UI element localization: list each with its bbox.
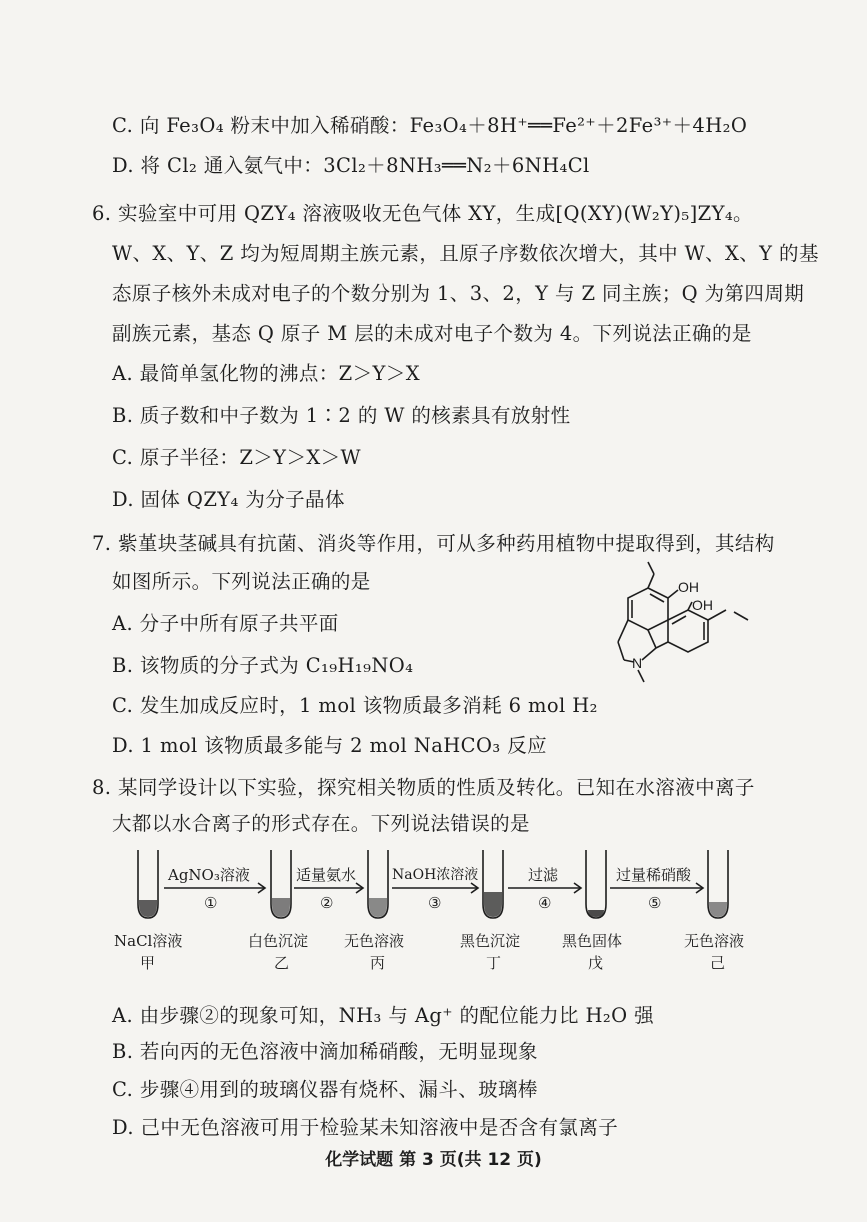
experiment-flow xyxy=(108,842,758,982)
step-2-number: ② xyxy=(320,894,334,912)
step-4-reagent: 过滤 xyxy=(528,866,559,884)
oh-label-2: OH xyxy=(692,597,713,613)
q6-option-a: A. 最简单氢化物的沸点：Z＞Y＞X xyxy=(112,362,420,385)
tube-ji-label: 己 xyxy=(710,954,726,972)
q5-option-d: D. 将 Cl₂ 通入氨气中：3Cl₂＋8NH₃══N₂＋6NH₄Cl xyxy=(112,154,590,177)
tube-yi-content: 白色沉淀 xyxy=(248,932,309,950)
q8-option-b: B. 若向丙的无色溶液中滴加稀硝酸，无明显现象 xyxy=(112,1040,538,1063)
step-3-reagent: NaOH浓溶液 xyxy=(392,867,479,883)
tube-wu-content: 黑色固体 xyxy=(562,932,623,950)
molecule-structure xyxy=(598,552,778,692)
oh-label-1: OH xyxy=(678,579,699,595)
q8-option-c: C. 步骤④用到的玻璃仪器有烧杯、漏斗、玻璃棒 xyxy=(112,1078,538,1101)
step-5-number: ⑤ xyxy=(648,894,662,912)
tube-bing-content: 无色溶液 xyxy=(344,932,405,950)
step-2-reagent: 适量氨水 xyxy=(296,866,357,884)
tube-ding-content: 黑色沉淀 xyxy=(460,932,521,950)
step-3-number: ③ xyxy=(428,894,442,912)
q7-stem-line-2: 如图所示。下列说法正确的是 xyxy=(112,570,371,593)
q7-option-b: B. 该物质的分子式为 C₁₉H₁₉NO₄ xyxy=(112,654,414,677)
tube-yi-label: 乙 xyxy=(274,954,290,972)
tube-jia-label: 甲 xyxy=(140,954,156,972)
tube-bing-label: 丙 xyxy=(370,954,386,972)
q6-stem-line-2: W、X、Y、Z 均为短周期主族元素，且原子序数依次增大，其中 W、X、Y 的基 xyxy=(112,242,819,265)
q7-option-a: A. 分子中所有原子共平面 xyxy=(112,612,339,635)
q6-stem-line-4: 副族元素，基态 Q 原子 M 层的未成对电子个数为 4。下列说法正确的是 xyxy=(112,322,752,345)
step-1-number: ① xyxy=(204,894,218,912)
tube-jia-content: NaCl溶液 xyxy=(114,932,183,950)
n-label: N xyxy=(632,655,643,671)
step-4-number: ④ xyxy=(538,894,552,912)
q7-option-d: D. 1 mol 该物质最多能与 2 mol NaHCO₃ 反应 xyxy=(112,734,547,757)
q6-stem-line-3: 态原子核外未成对电子的个数分别为 1、3、2，Y 与 Z 同主族；Q 为第四周期 xyxy=(112,282,805,305)
q6-option-c: C. 原子半径：Z＞Y＞X＞W xyxy=(112,446,361,469)
q6-option-b: B. 质子数和中子数为 1∶2 的 W 的核素具有放射性 xyxy=(112,404,571,427)
page-footer: 化学试题 第 3 页(共 12 页) xyxy=(325,1150,542,1170)
q6-stem-line-1: 6. 实验室中可用 QZY₄ 溶液吸收无色气体 XY，生成[Q(XY)(W₂Y)₅]ZY₄。 xyxy=(92,202,753,225)
q8-stem-line-1: 8. 某同学设计以下实验，探究相关物质的性质及转化。已知在水溶液中离子 xyxy=(92,776,755,799)
tube-ji-content: 无色溶液 xyxy=(684,932,745,950)
q6-option-d: D. 固体 QZY₄ 为分子晶体 xyxy=(112,488,345,511)
step-1-reagent: AgNO₃溶液 xyxy=(168,866,250,884)
tube-wu-label: 戊 xyxy=(588,954,604,972)
q8-stem-line-2: 大都以水合离子的形式存在。下列说法错误的是 xyxy=(112,812,530,835)
q7-stem-line-1: 7. 紫堇块茎碱具有抗菌、消炎等作用，可从多种药用植物中提取得到，其结构 xyxy=(92,532,775,555)
q8-option-a: A. 由步骤②的现象可知，NH₃ 与 Ag⁺ 的配位能力比 H₂O 强 xyxy=(112,1004,655,1027)
q7-option-c: C. 发生加成反应时，1 mol 该物质最多消耗 6 mol H₂ xyxy=(112,694,598,717)
q8-option-d: D. 己中无色溶液可用于检验某未知溶液中是否含有氯离子 xyxy=(112,1116,619,1139)
q5-option-c: C. 向 Fe₃O₄ 粉末中加入稀硝酸：Fe₃O₄＋8H⁺══Fe²⁺＋2Fe³⁺＋4H₂O xyxy=(112,114,748,137)
tube-ding-label: 丁 xyxy=(486,954,502,972)
step-5-reagent: 过量稀硝酸 xyxy=(616,866,692,884)
